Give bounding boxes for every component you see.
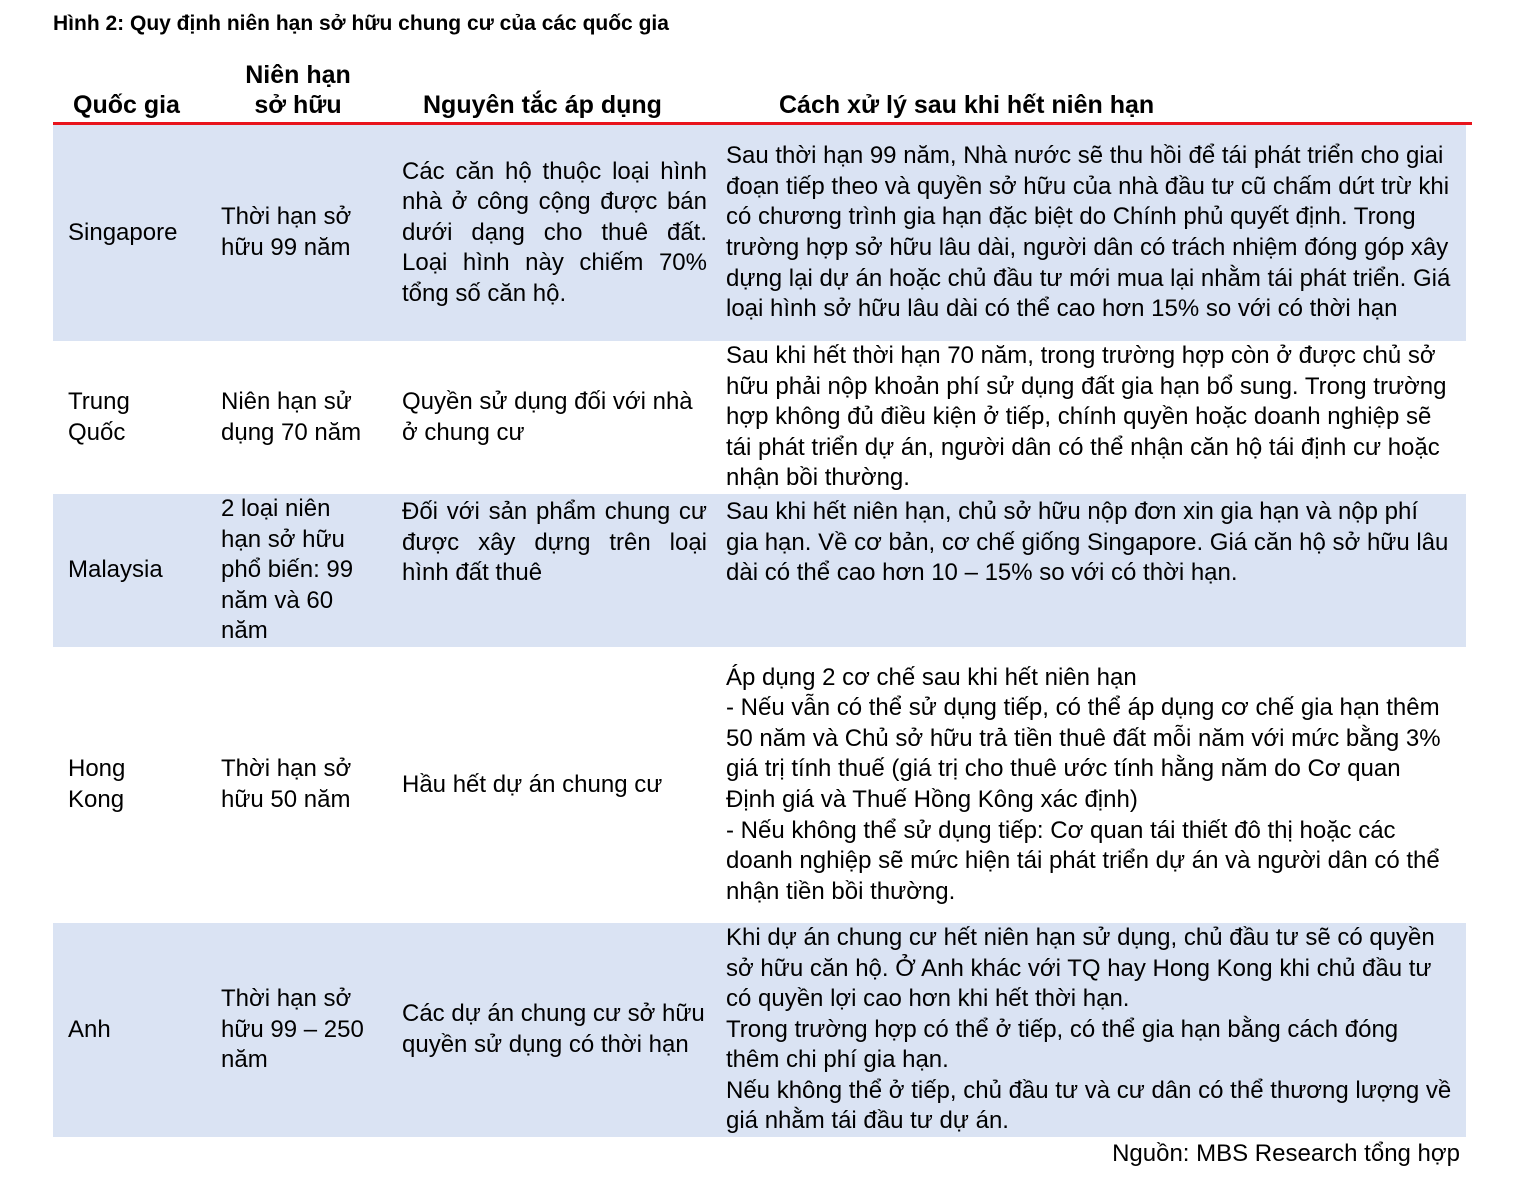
cell-principle: Các dự án chung cư sở hữu quyền sử dụng có thời hạn — [402, 1000, 705, 1058]
cell-country: Trung Quốc — [68, 387, 130, 446]
header-term-line1: Niên hạn — [245, 61, 351, 89]
table-header — [53, 62, 1472, 125]
figure-caption: Hình 2: Quy định niên hạn sở hữu chung cư của các quốc gia — [53, 12, 669, 35]
cell-country: Anh — [68, 1015, 111, 1043]
table-row-hong-kong — [53, 647, 1466, 923]
table-row-china — [53, 341, 1466, 494]
cell-country: Malaysia — [68, 556, 163, 584]
cell-handling: Sau khi hết niên hạn, chủ sở hữu nộp đơn xin gia hạn và nộp phí gia hạn. Về cơ bản, cơ chế giống Singapore. Giá căn hộ sở hữu lâu dài có thể cao hơn 10 – 15% so với có thời hạn. — [726, 498, 1449, 587]
table-row-singapore — [53, 125, 1466, 341]
cell-principle: Đối với sản phẩm chung cư được xây dựng trên loại hình đất thuê — [402, 498, 707, 587]
cell-term: 2 loại niên hạn sở hữu phổ biến: 99 năm và 60 năm — [221, 495, 354, 645]
header-term-line2: sở hữu — [254, 91, 342, 119]
cell-country: Hong Kong — [68, 755, 126, 813]
cell-principle: Hầu hết dự án chung cư — [402, 770, 663, 798]
cell-handling: Áp dụng 2 cơ chế sau khi hết niên hạn - Nếu vẫn có thể sử dụng tiếp, có thể áp dụng cơ chế gia hạn thêm 50 năm và Chủ sở hữu trả tiền thuê đất mỗi năm với mức bằng 3% giá trị tính thuế (giá trị cho thuê ước tính hằng năm do Cơ quan Định giá và Thuế Hồng Kông xác định) - Nếu không thể sử dụng tiếp: Cơ quan tái thiết đô thị hoặc các doanh nghiệp sẽ mức hiện tái phát triển dự án và người dân có thể nhận tiền bồi thường. — [726, 663, 1441, 905]
header-principle: Nguyên tắc áp dụng — [423, 91, 662, 119]
cell-term: Niên hạn sử dụng 70 năm — [221, 387, 362, 446]
cell-principle: Các căn hộ thuộc loại hình nhà ở công cộng được bán dưới dạng cho thuê đất. Loại hình này chiếm 70% tổng số căn hộ. — [402, 157, 707, 307]
table-body — [53, 125, 1466, 1137]
cell-handling: Sau khi hết thời hạn 70 năm, trong trường hợp còn ở được chủ sở hữu phải nộp khoản phí sử dụng đất gia hạn bổ sung. Trong trường hợp không đủ điều kiện ở tiếp, chính quyền hoặc doanh nghiệp sẽ tái phát triển dự án, người dân có thể nhận căn hộ tái định cư hoặc nhận bồi thường. — [726, 342, 1447, 492]
header-country: Quốc gia — [73, 91, 180, 119]
table-row-malaysia — [53, 494, 1466, 647]
source-note: Nguồn: MBS Research tổng hợp — [1112, 1140, 1460, 1167]
cell-term: Thời hạn sở hữu 50 năm — [221, 755, 352, 813]
cell-term: Thời hạn sở hữu 99 năm — [221, 203, 352, 261]
header-handling: Cách xử lý sau khi hết niên hạn — [779, 91, 1155, 119]
cell-country: Singapore — [68, 218, 178, 246]
header-term — [223, 60, 373, 120]
cell-handling: Khi dự án chung cư hết niên hạn sử dụng, chủ đầu tư sẽ có quyền sở hữu căn hộ. Ở Anh khác với TQ hay Hong Kong khi chủ đầu tư có quyền lợi cao hơn khi hết thời hạn. Trong trường hợp có thể ở tiếp, có thể gia hạn bằng cách đóng thêm chi phí gia hạn. Nếu không thể ở tiếp, chủ đầu tư và cư dân có thể thương lượng về giá nhằm tái đầu tư dự án. — [726, 923, 1452, 1135]
cell-principle: Quyền sử dụng đối với nhà ở chung cư — [402, 387, 693, 446]
cell-term: Thời hạn sở hữu 99 – 250 năm — [221, 985, 364, 1074]
cell-handling: Sau thời hạn 99 năm, Nhà nước sẽ thu hồi để tái phát triển cho giai đoạn tiếp theo và quyền sở hữu của nhà đầu tư cũ chấm dứt trừ khi có chương trình gia hạn đặc biệt do Chính phủ quyết định. Trong trường hợp sở hữu lâu dài, người dân có trách nhiệm đóng góp xây dựng lại dự án hoặc chủ đầu tư mới mua lại nhằm tái phát triển. Giá loại hình sở hữu lâu dài có thể cao hơn 15% so với có thời hạn — [726, 142, 1451, 323]
table-row-uk — [53, 923, 1466, 1137]
